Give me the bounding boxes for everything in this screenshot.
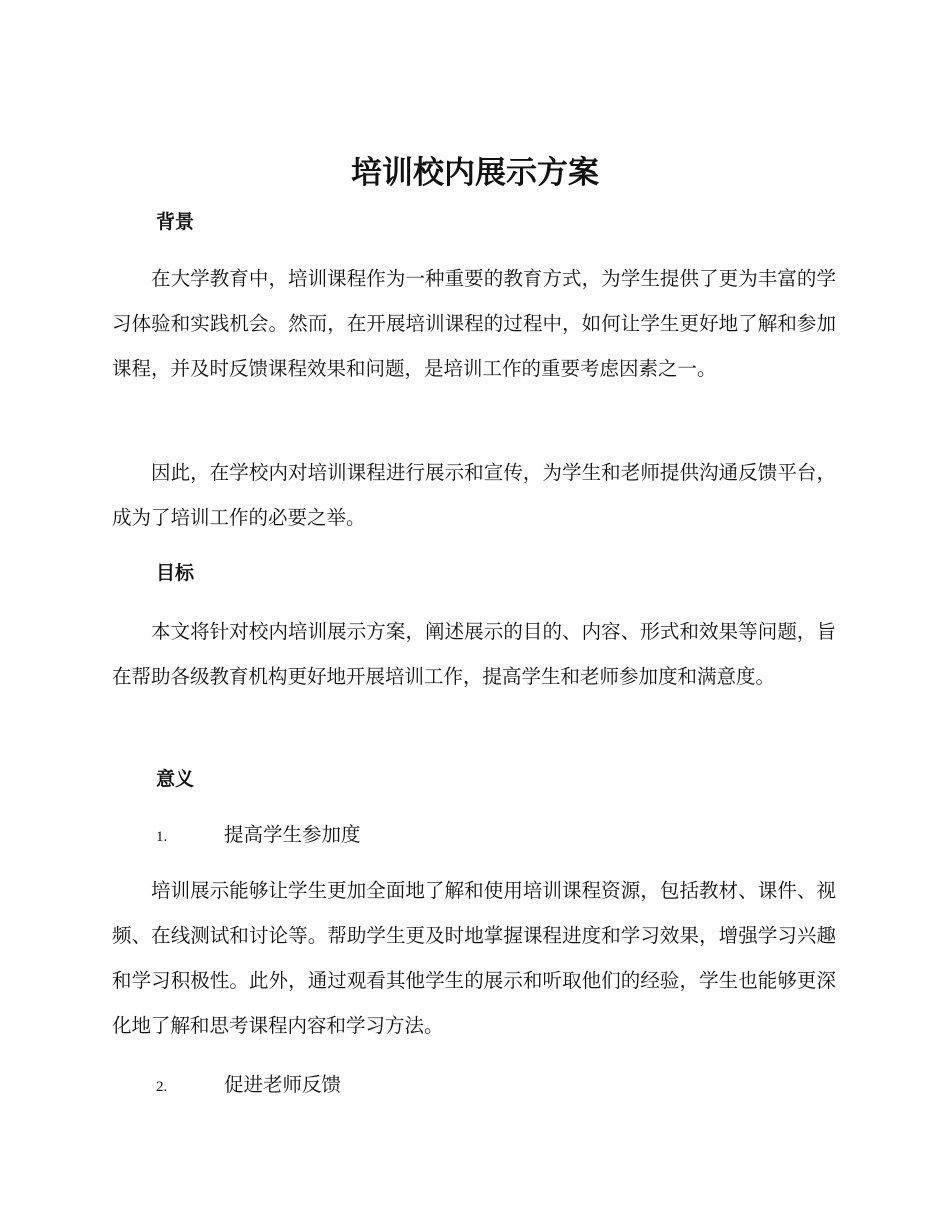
section-heading-significance: 意义 xyxy=(156,768,195,790)
list-item-label: 提高学生参加度 xyxy=(224,823,361,846)
background-paragraph-2: 因此，在学校内对培训课程进行展示和宣传，为学生和老师提供沟通反馈平台，成为了培训工作的必要之举。 xyxy=(112,461,836,529)
background-paragraph-1: 在大学教育中，培训课程作为一种重要的教育方式，为学生提供了更为丰富的学习体验和实践机会。然而，在开展培训课程的过程中，如何让学生更好地了解和参加课程，并及时反馈课程效果和问题，是培训工作的重要考虑因素之一。 xyxy=(112,267,836,380)
document-title: 培训校内展示方案 xyxy=(351,155,599,191)
list-item-number: 2. xyxy=(156,1079,168,1095)
list-item-1 xyxy=(156,820,361,852)
significance-paragraph-1: 培训展示能够让学生更加全面地了解和使用培训课程资源，包括教材、课件、视频、在线测试和讨论等。帮助学生更及时地掌握课程进度和学习效果，增强学习兴趣和学习积极性。此外，通过观看其他学生的展示和听取他们的经验，学生也能够更深化地了解和思考课程内容和学习方法。 xyxy=(112,879,836,1037)
section-heading-goal: 目标 xyxy=(156,562,195,584)
list-item-2 xyxy=(156,1070,341,1102)
list-item-label: 促进老师反馈 xyxy=(224,1073,342,1096)
list-item-number: 1. xyxy=(156,829,168,845)
section-heading-background: 背景 xyxy=(156,211,195,233)
goal-paragraph-1: 本文将针对校内培训展示方案，阐述展示的目的、内容、形式和效果等问题，旨在帮助各级教育机构更好地开展培训工作，提高学生和老师参加度和满意度。 xyxy=(112,620,836,688)
